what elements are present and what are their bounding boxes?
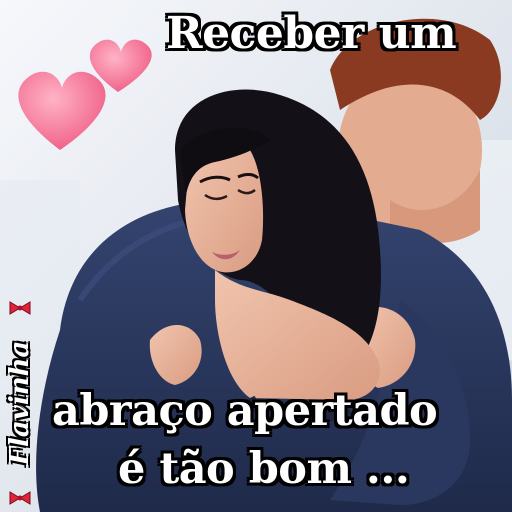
caption-bottom: é tão bom ...: [118, 444, 410, 494]
caption-top: Receber um: [166, 8, 457, 59]
caption-middle: abraço apertado: [52, 386, 438, 436]
bow-icon: [8, 300, 32, 316]
signature: [2, 300, 38, 506]
bow-icon: [8, 490, 32, 506]
signature-text: Flavinha: [5, 340, 35, 466]
